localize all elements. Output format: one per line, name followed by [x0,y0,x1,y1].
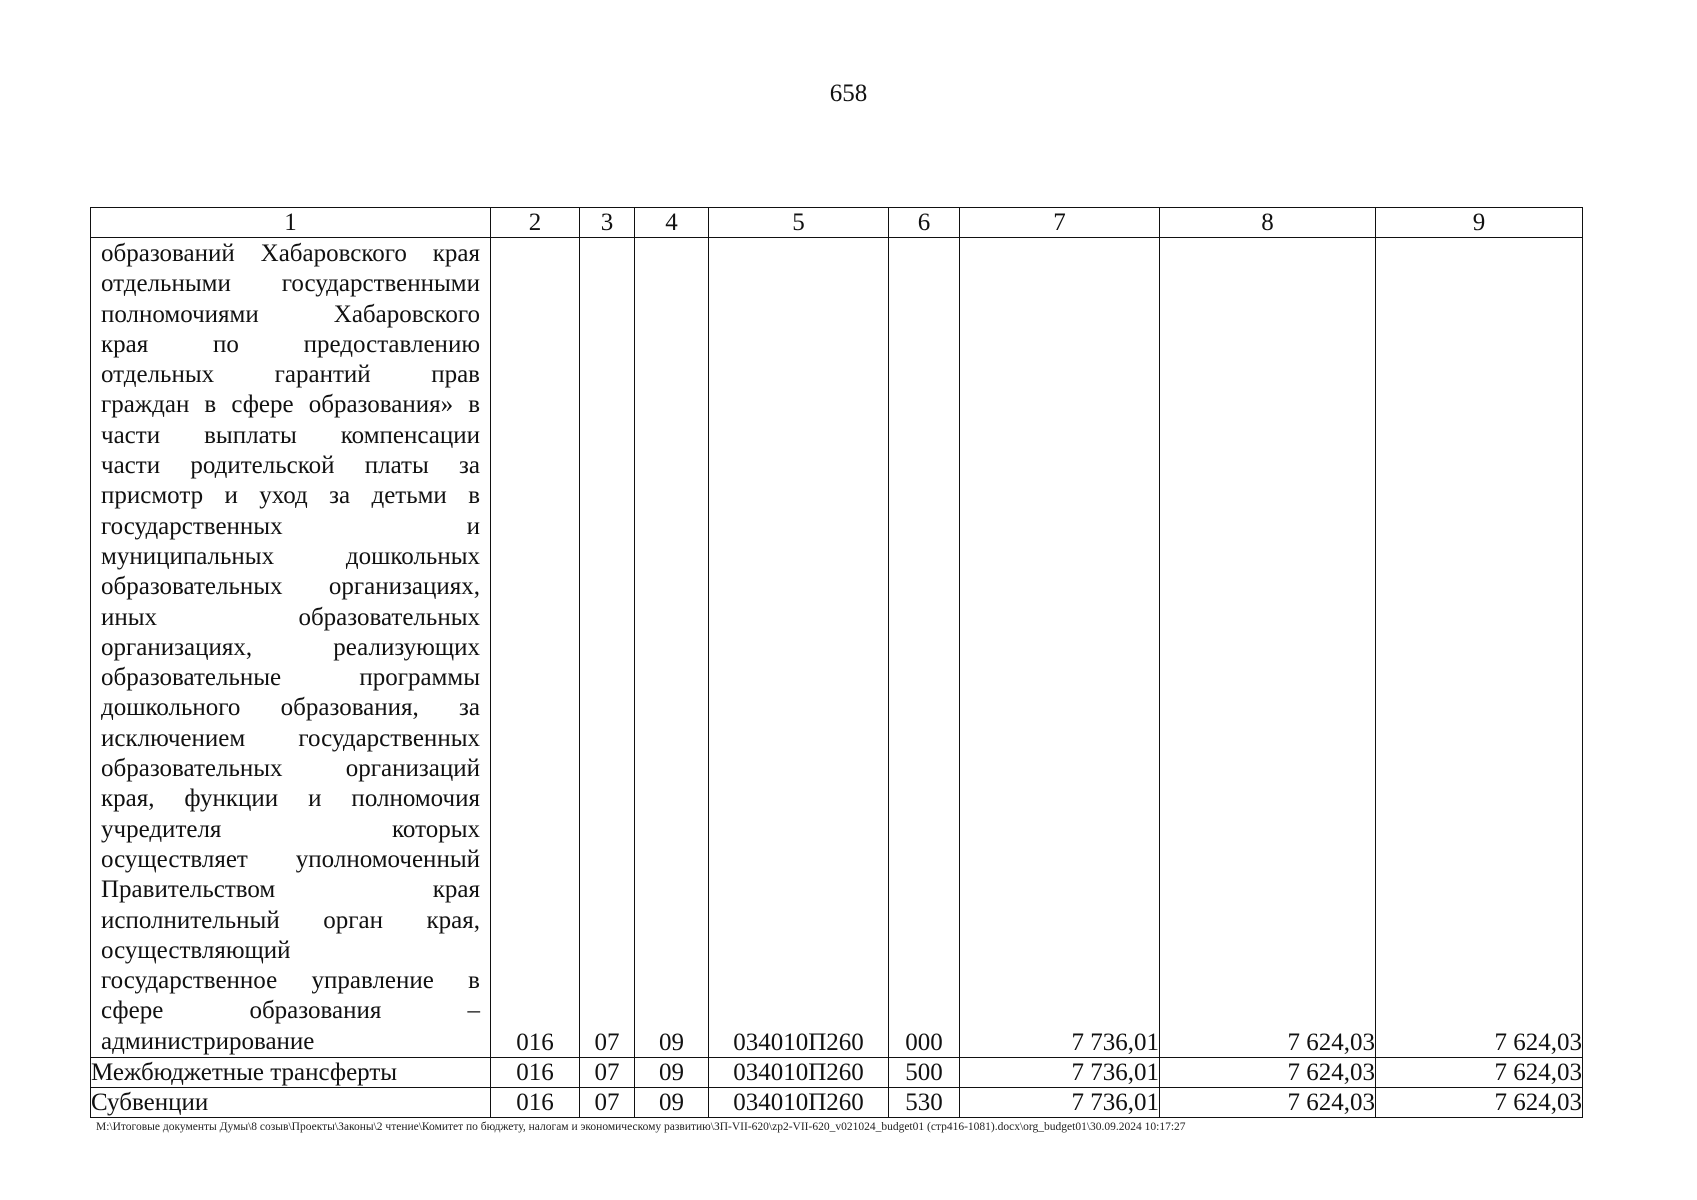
description-line: полномочиями Хабаровского [101,300,480,328]
row-description-cell [91,238,491,1058]
description-line: Правительством края [101,876,480,904]
section-code: 07 [580,1088,635,1118]
grbs-code: 016 [491,238,580,1058]
column-number: 6 [889,208,960,238]
column-number: 1 [91,208,491,238]
amount-year-3: 7 624,03 [1376,1058,1583,1088]
description-line: организациях, реализующих [101,633,480,661]
description-line: образовательных организациях, [101,573,480,601]
description-line: образовательных организаций [101,755,480,783]
description-line: отдельных гарантий прав [101,361,480,389]
amount-year-1: 7 736,01 [960,238,1160,1058]
description-line: края, функции и полномочия [101,785,480,813]
document-file-path: М:\Итоговые документы Думы\8 созыв\Проекты\Законы\2 чтение\Комитет по бюджету, налогам и экономическому развитию\ЗП-VII-620\zp2-VII-620_v021024_budget01 (стр416-1081).docx\org_budget01\30.09.2024 10:17:27 [96,1121,1186,1133]
subsection-code: 09 [635,1088,709,1118]
column-number: 3 [580,208,635,238]
grbs-code: 016 [491,1058,580,1088]
description-line: сфере образования – [101,997,480,1025]
column-number: 8 [1160,208,1376,238]
description-line: части выплаты компенсации [101,421,480,449]
target-article-code: 034010П260 [709,238,889,1058]
table-row [91,1058,1583,1088]
description-line: образовательные программы [101,664,480,692]
column-number: 4 [635,208,709,238]
section-code: 07 [580,1058,635,1088]
column-number-row [91,208,1583,238]
description-line: государственных и [101,512,480,540]
description-line: части родительской платы за [101,452,480,480]
description-line: края по предоставлению [101,330,480,358]
page-number: 658 [829,80,868,107]
subsection-code: 09 [635,1058,709,1088]
amount-year-2: 7 624,03 [1160,1058,1376,1088]
grbs-code: 016 [491,1088,580,1118]
column-number: 2 [491,208,580,238]
description-line: иных образовательных [101,603,480,631]
amount-year-3: 7 624,03 [1376,238,1583,1058]
description-line: граждан в сфере образования» в [101,391,480,419]
section-code: 07 [580,238,635,1058]
amount-year-1: 7 736,01 [960,1058,1160,1088]
description-line: муниципальных дошкольных [101,542,480,570]
expense-type-code: 530 [889,1088,960,1118]
subsection-code: 09 [635,238,709,1058]
description-line: исключением государственных [101,724,480,752]
row-name: Субвенции [91,1088,491,1118]
budget-table [90,207,1583,1118]
expense-type-code: 000 [889,238,960,1058]
description-line: администрирование [101,1027,315,1055]
description-line: присмотр и уход за детьми в [101,482,480,510]
description-line: учредителя которых [101,815,480,843]
row-description [91,238,490,1057]
description-line: исполнительный орган края, [101,906,480,934]
target-article-code: 034010П260 [709,1058,889,1088]
amount-year-3: 7 624,03 [1376,1088,1583,1118]
table-row [91,1088,1583,1118]
column-number: 7 [960,208,1160,238]
amount-year-1: 7 736,01 [960,1088,1160,1118]
expense-type-code: 500 [889,1058,960,1088]
description-line: осуществляет уполномоченный [101,845,480,873]
table-row [91,238,1583,1058]
amount-year-2: 7 624,03 [1160,238,1376,1058]
column-number: 9 [1376,208,1583,238]
row-name: Межбюджетные трансферты [91,1058,491,1088]
amount-year-2: 7 624,03 [1160,1088,1376,1118]
description-line: отдельными государственными [101,270,480,298]
description-line: образований Хабаровского края [101,240,480,267]
target-article-code: 034010П260 [709,1088,889,1118]
column-number: 5 [709,208,889,238]
description-line: осуществляющий [101,936,291,964]
description-line: дошкольного образования, за [101,694,480,722]
description-line: государственное управление в [101,967,480,995]
